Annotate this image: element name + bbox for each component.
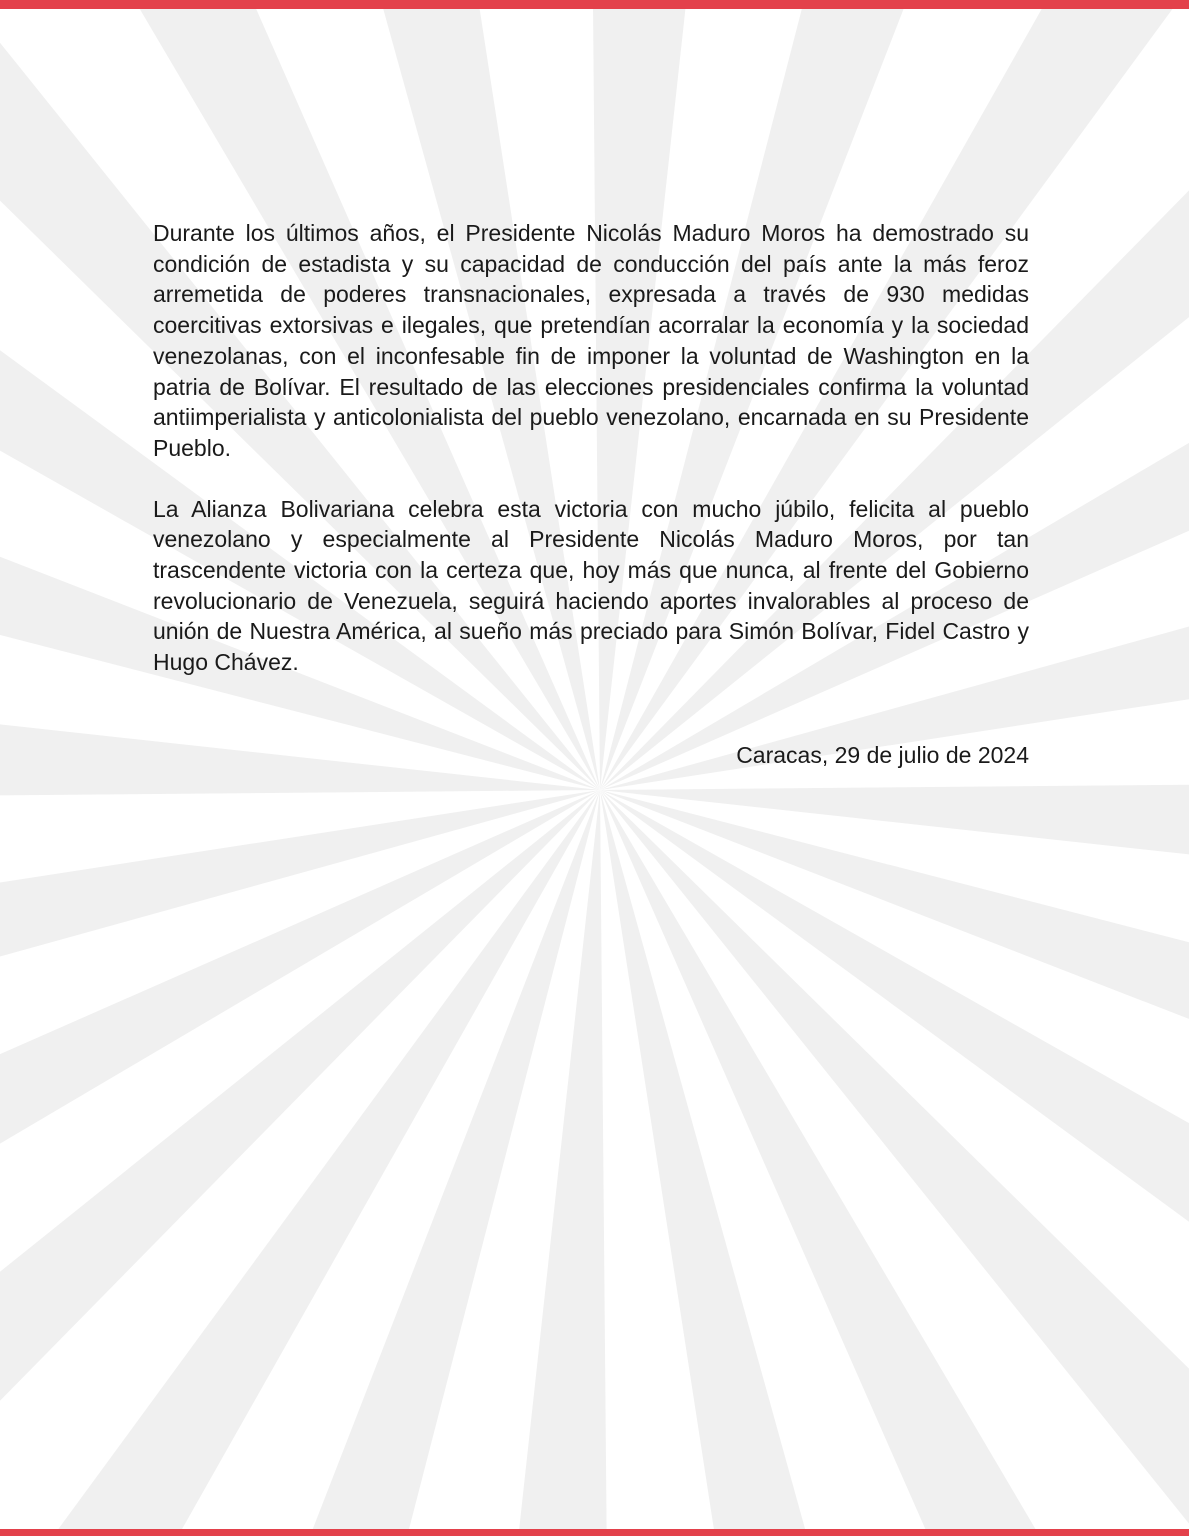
top-accent-bar bbox=[0, 0, 1189, 9]
paragraph-2: La Alianza Bolivariana celebra esta victoria con mucho júbilo, felicita al pueblo venezolano y especialmente al Presidente Nicolás Maduro Moros, por tan trascendente victoria con la certeza que, hoy más que nunca, al frente del Gobierno revolucionario de Venezuela, seguirá haciendo aportes invalorables al proceso de unión de Nuestra América, al sueño más preciado para Simón Bolívar, Fidel Castro y Hugo Chávez. bbox=[153, 495, 1029, 676]
letter-body bbox=[153, 218, 1029, 708]
place-and-date: Caracas, 29 de julio de 2024 bbox=[736, 742, 1029, 768]
sunburst-ray bbox=[600, 790, 1135, 1536]
paragraph-1: Durante los últimos años, el Presidente Nicolás Maduro Moros ha demostrado su condición de estadista y su capacidad de conducción del país ante la más feroz arremetida de poderes transnacionales, expresada a través de 930 medidas coercitivas extorsivas e ilegales, que pretendían acorralar la economía y la sociedad venezolanas, con el inconfesable fin de imponer la voluntad de Washington en la patria de Bolívar. El resultado de las elecciones presidenciales confirma la voluntad antiimperialista y anticolonialista del pueblo venezolano, encarnada en su Presidente Pueblo. bbox=[153, 220, 1029, 461]
bottom-accent-bar bbox=[0, 1529, 1189, 1536]
